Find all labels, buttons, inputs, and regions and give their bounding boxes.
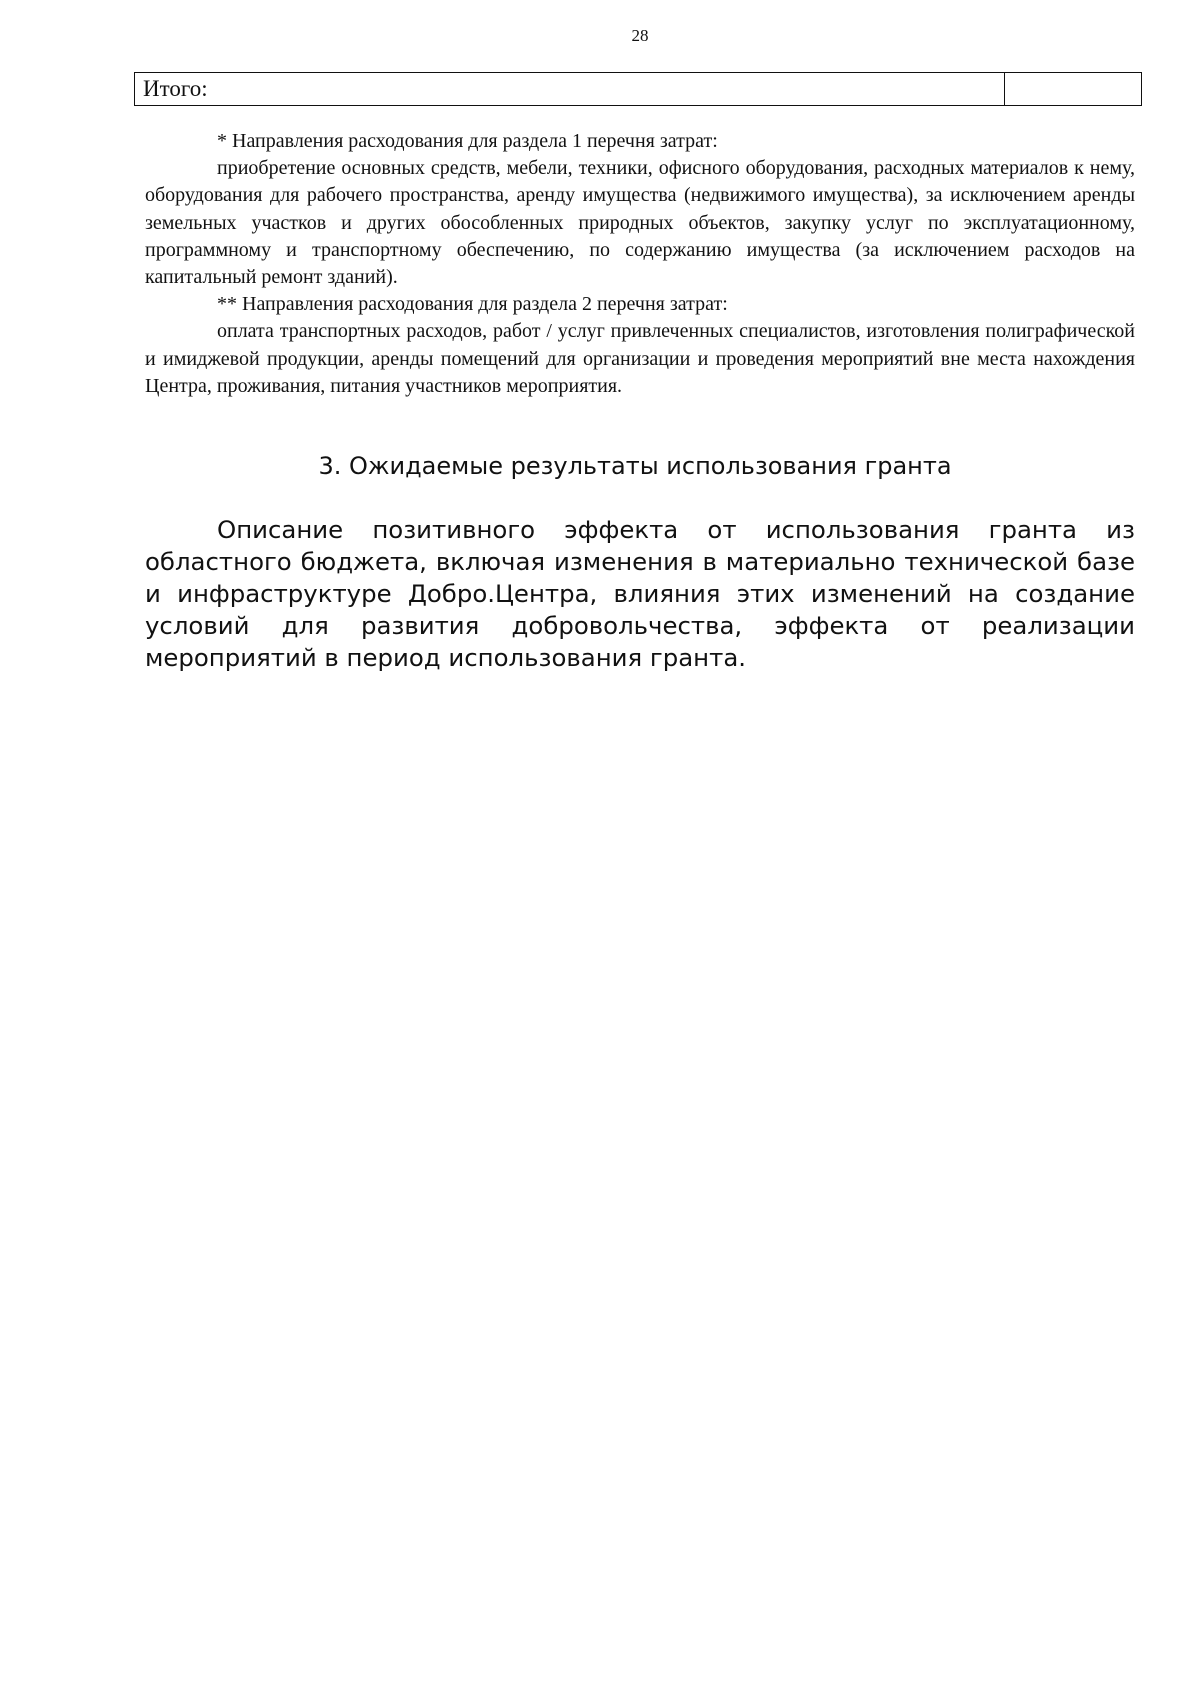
- total-label: Итого:: [135, 73, 1005, 105]
- section-3-text: Описание позитивного эффекта от использования гранта из областного бюджета, включая изменения в материально технической базе и инфраструктуре Добро.Центра, влияния этих изменений на создание условий для развития добровольчества, эффекта от реализации мероприятий в период использования гранта.: [145, 515, 1135, 672]
- section-3-heading: 3. Ожидаемые результаты использования гранта: [318, 452, 952, 480]
- note-2-text: оплата транспортных расходов, работ / услуг привлеченных специалистов, изготовления полиграфической и имиджевой продукции, аренды помещений для организации и проведения мероприятий вне места нахождения Центра, проживания, питания участников мероприятия.: [145, 320, 1135, 397]
- note-1-title: * Направления расходования для раздела 1 перечня затрат:: [217, 130, 718, 152]
- note-2-title: ** Направления расходования для раздела 2 перечня затрат:: [217, 293, 728, 316]
- total-value-cell: [1005, 73, 1141, 105]
- page-number: 28: [631, 26, 649, 45]
- expense-notes: [145, 128, 1135, 400]
- total-table: [134, 72, 1142, 106]
- note-1-text: приобретение основных средств, мебели, техники, офисного оборудования, расходных материалов к нему, оборудования для рабочего пространства, аренду имущества (недвижимого имущества), за исключением аренды земельных участков и других обособленных природных объектов, закупку услуг по эксплуатационному, программному и транспортному обеспечению, по содержанию имущества (за исключением расходов на капитальный ремонт зданий).: [145, 157, 1135, 289]
